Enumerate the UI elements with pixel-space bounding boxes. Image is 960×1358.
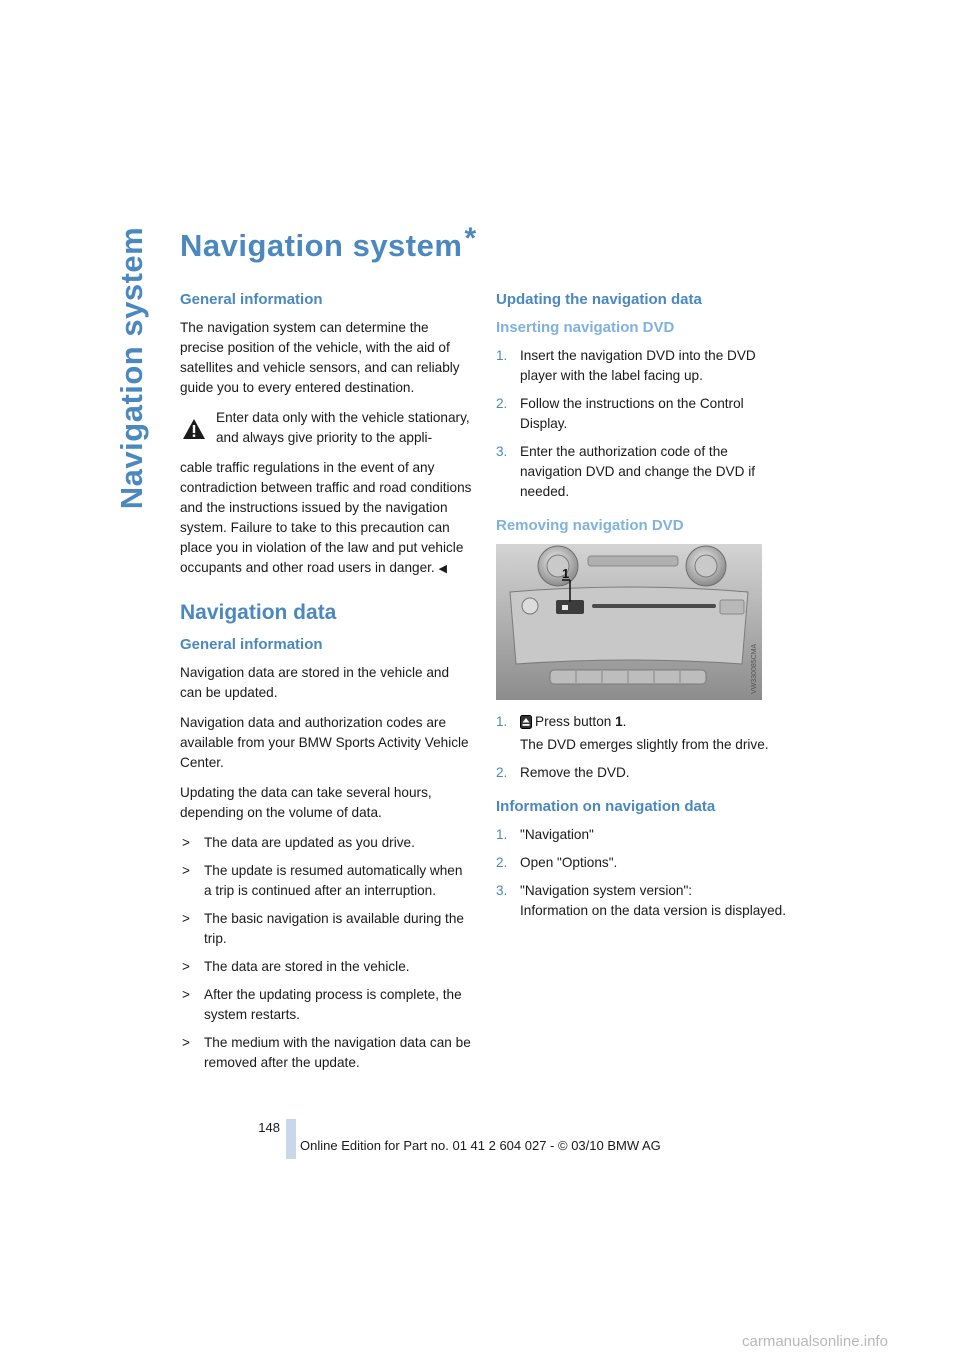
list-item xyxy=(496,442,788,502)
warning-block xyxy=(180,408,472,448)
removing-steps xyxy=(496,712,788,783)
watermark: carmanualsonline.info xyxy=(742,1333,888,1350)
list-item xyxy=(180,833,472,853)
removing-dvd-heading: Removing navigation DVD xyxy=(496,517,684,534)
list-item-text: The basic navigation is available during the trip. xyxy=(204,911,464,946)
page-title xyxy=(180,222,477,264)
step-text: Press button xyxy=(535,714,616,729)
list-item-text: The medium with the navigation data can be removed after the update. xyxy=(204,1035,471,1070)
eject-button-icon xyxy=(520,715,532,735)
step-text-line2: Information on the data version is displayed. xyxy=(520,903,786,918)
list-item xyxy=(496,394,788,434)
step-number: 3. xyxy=(496,444,508,459)
step-text: Remove the DVD. xyxy=(520,765,630,780)
bullet-mark: > xyxy=(182,863,190,878)
list-item-text: The update is resumed automatically when a trip is continued after an interruption. xyxy=(204,863,463,898)
step-text: "Navigation system version": xyxy=(520,883,693,898)
list-item xyxy=(180,861,472,901)
list-item-text: The data are stored in the vehicle. xyxy=(204,959,410,974)
bullet-mark: > xyxy=(182,911,190,926)
warning-lead: Enter data only with the vehicle stationary, and always give priority to the appli- xyxy=(216,410,470,445)
optional-equipment-asterisk: * xyxy=(464,222,477,255)
general-information-heading: General information xyxy=(180,291,323,308)
warning-text xyxy=(180,458,472,579)
step-number: 1. xyxy=(496,714,508,729)
list-item xyxy=(496,825,788,845)
list-item xyxy=(180,957,472,977)
side-tab xyxy=(112,228,152,508)
list-item xyxy=(496,853,788,873)
footer-edition-text: Online Edition for Part no. 01 41 2 604 027 - © 03/10 BMW AG xyxy=(300,1138,661,1153)
bullet-mark: > xyxy=(182,959,190,974)
warning-rest: cable traffic regulations in the event of any contradiction between traffic and road conditions and the instructions issued by the navigation system. Failure to take to this precaution can place you in violation of the law and put vehicle occupants and other road users in danger. xyxy=(180,460,472,575)
nav-data-paragraph-1: Navigation data are stored in the vehicle and can be updated. xyxy=(180,665,450,700)
step-text-end: . xyxy=(622,714,627,729)
intro-paragraph: The navigation system can determine the precise position of the vehicle, with the aid of satellites and vehicle sensors, and can reliably guide you to every entered destination. xyxy=(180,320,460,395)
step-number: 1. xyxy=(496,827,508,842)
photo-code: VW330085CMA xyxy=(751,643,758,694)
bullet-mark: > xyxy=(182,987,190,1002)
list-item xyxy=(180,1033,472,1073)
step-number: 2. xyxy=(496,396,508,411)
inserting-steps xyxy=(496,346,788,502)
step-text-line2: The DVD emerges slightly from the drive. xyxy=(520,737,769,752)
side-tab-label: Navigation system xyxy=(114,226,149,510)
end-of-warning-mark: ◀ xyxy=(438,563,447,575)
callout-number: 1 xyxy=(562,566,570,581)
dvd-player-photo xyxy=(496,544,762,700)
list-item xyxy=(496,881,788,921)
list-item xyxy=(496,763,788,783)
step-text: Insert the navigation DVD into the DVD player with the label facing up. xyxy=(520,348,756,383)
navigation-data-heading: Navigation data xyxy=(180,601,337,624)
nav-data-general-heading: General information xyxy=(180,636,323,653)
step-text: Follow the instructions on the Control Display. xyxy=(520,396,744,431)
information-steps xyxy=(496,825,788,921)
bullet-mark: > xyxy=(182,1035,190,1050)
information-heading: Information on navigation data xyxy=(496,798,716,815)
nav-data-paragraph-2: Navigation data and authorization codes are available from your BMW Sports Activity Vehicle Center. xyxy=(180,715,469,770)
inserting-dvd-heading: Inserting navigation DVD xyxy=(496,319,675,336)
step-text: Enter the authorization code of the navigation DVD and change the DVD if needed. xyxy=(520,444,756,499)
footer-bar xyxy=(286,1119,296,1159)
step-text: "Navigation" xyxy=(520,827,594,842)
page-number: 148 xyxy=(258,1120,280,1135)
step-number: 3. xyxy=(496,883,508,898)
left-column xyxy=(180,290,472,1085)
step-text: Open "Options". xyxy=(520,855,618,870)
list-item-text: The data are updated as you drive. xyxy=(204,835,415,850)
list-item xyxy=(496,712,788,755)
step-number: 2. xyxy=(496,855,508,870)
step-number: 1. xyxy=(496,348,508,363)
bullet-mark: > xyxy=(182,835,190,850)
warning-triangle-icon xyxy=(182,418,206,446)
step-number: 2. xyxy=(496,765,508,780)
button-reference: 1 xyxy=(615,714,623,729)
list-item-text: After the updating process is complete, the system restarts. xyxy=(204,987,462,1022)
update-bullet-list xyxy=(180,833,472,1073)
page-title-text: Navigation system xyxy=(180,228,463,263)
list-item xyxy=(180,985,472,1025)
list-item xyxy=(180,909,472,949)
right-column xyxy=(496,290,788,935)
updating-navigation-data-heading: Updating the navigation data xyxy=(496,291,702,308)
nav-data-paragraph-3: Updating the data can take several hours, depending on the volume of data. xyxy=(180,785,432,820)
list-item xyxy=(496,346,788,386)
